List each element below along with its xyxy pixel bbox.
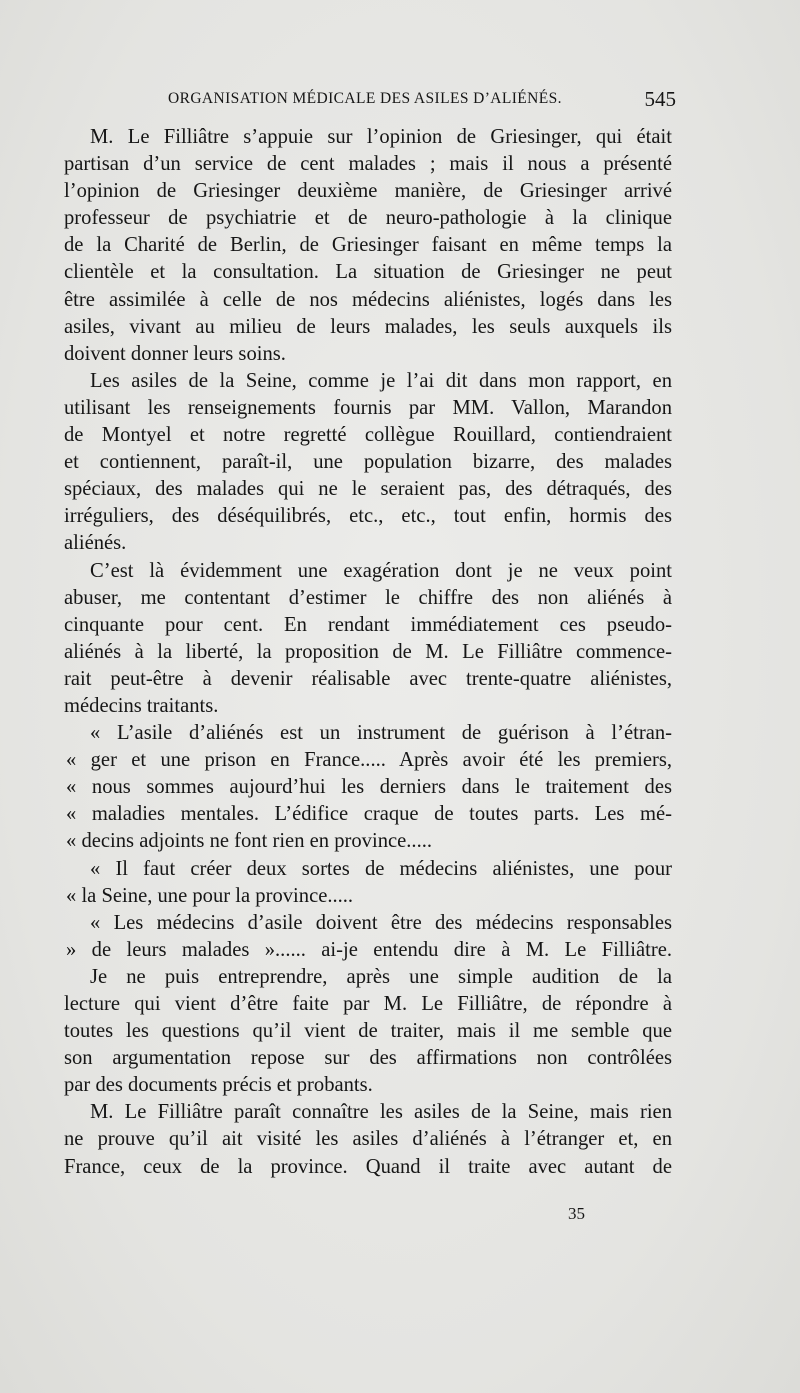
text-line: aliénés à la liberté, la proposition de M. Le Filliâtre commence- bbox=[64, 640, 672, 663]
text-line: « L’asile d’aliénés est un instrument de guérison à l’étran- bbox=[90, 722, 672, 745]
text-line: clientèle et la consultation. La situation de Griesinger ne peut bbox=[64, 261, 672, 284]
text-line: ne prouve qu’il ait visité les asiles d’aliénés à l’étranger et, en bbox=[64, 1128, 672, 1151]
text-line: partisan d’un service de cent malades ; mais il nous a présenté bbox=[64, 153, 672, 176]
text-line: par des documents précis et probants. bbox=[64, 1074, 373, 1097]
page-number: 545 bbox=[644, 87, 676, 111]
text-line: « decins adjoints ne font rien en province..... bbox=[66, 830, 433, 853]
running-title: ORGANISATION MÉDICALE DES ASILES D’ALIÉNÉS. bbox=[168, 90, 562, 107]
text-line: rait peut-être à devenir réalisable avec trente-quatre aliénistes, bbox=[64, 667, 672, 690]
text-line: lecture qui vient d’être faite par M. Le Filliâtre, de répondre à bbox=[64, 993, 672, 1015]
text-line: Les asiles de la Seine, comme je l’ai dit dans mon rapport, en bbox=[90, 369, 672, 392]
text-line: doivent donner leurs soins. bbox=[64, 342, 286, 365]
text-line: M. Le Filliâtre s’appuie sur l’opinion de Griesinger, qui était bbox=[90, 126, 672, 148]
text-line: « la Seine, une pour la province..... bbox=[66, 884, 354, 907]
body-text bbox=[64, 124, 672, 1181]
text-line: abuser, me contentant d’estimer le chiffre des non aliénés à bbox=[64, 586, 672, 609]
text-line: être assimilée à celle de nos médecins aliénistes, logés dans les bbox=[64, 288, 672, 311]
text-line: spéciaux, des malades qui ne le seraient pas, des détraqués, des bbox=[64, 478, 672, 501]
text-line: « nous sommes aujourd’hui les derniers dans le traitement des bbox=[66, 776, 672, 799]
text-line: « maladies mentales. L’édifice craque de toutes parts. Les mé- bbox=[66, 803, 672, 826]
text-line: « Il faut créer deux sortes de médecins aliénistes, une pour bbox=[90, 857, 672, 880]
text-line: « Les médecins d’asile doivent être des médecins responsables bbox=[90, 911, 672, 934]
text-line: de Montyel et notre regretté collègue Rouillard, contiendraient bbox=[64, 424, 672, 447]
text-line: » de leurs malades »...... ai-je entendu dire à M. Le Filliâtre. bbox=[66, 938, 672, 961]
text-line: son argumentation repose sur des affirmations non contrôlées bbox=[64, 1047, 672, 1070]
text-line: France, ceux de la province. Quand il traite avec autant de bbox=[64, 1155, 672, 1178]
text-line: C’est là évidemment une exagération dont je ne veux point bbox=[90, 559, 672, 582]
text-line: asiles, vivant au milieu de leurs malades, les seuls auxquels ils bbox=[64, 315, 672, 338]
text-line: médecins traitants. bbox=[64, 694, 219, 717]
text-line: « ger et une prison en France..... Après avoir été les premiers, bbox=[66, 749, 672, 772]
text-line: aliénés. bbox=[64, 532, 127, 555]
text-line: de la Charité de Berlin, de Griesinger faisant en même temps la bbox=[64, 234, 672, 257]
text-line: Je ne puis entreprendre, après une simple audition de la bbox=[90, 965, 672, 988]
text-line: toutes les questions qu’il vient de traiter, mais il me semble que bbox=[64, 1020, 672, 1043]
text-line: irréguliers, des déséquilibrés, etc., etc., tout enfin, hormis des bbox=[64, 505, 672, 528]
text-line: utilisant les renseignements fournis par MM. Vallon, Marandon bbox=[64, 396, 672, 419]
text-line: cinquante pour cent. En rendant immédiatement ces pseudo- bbox=[64, 613, 672, 636]
page-header bbox=[168, 87, 676, 114]
text-line: professeur de psychiatrie et de neuro-pathologie à la clinique bbox=[64, 207, 672, 230]
text-line: l’opinion de Griesinger deuxième manière, de Griesinger arrivé bbox=[64, 180, 672, 203]
text-line: et contiennent, paraît-il, une population bizarre, des malades bbox=[64, 451, 672, 474]
signature-mark: 35 bbox=[568, 1204, 585, 1223]
text-line: M. Le Filliâtre paraît connaître les asiles de la Seine, mais rien bbox=[90, 1101, 672, 1124]
